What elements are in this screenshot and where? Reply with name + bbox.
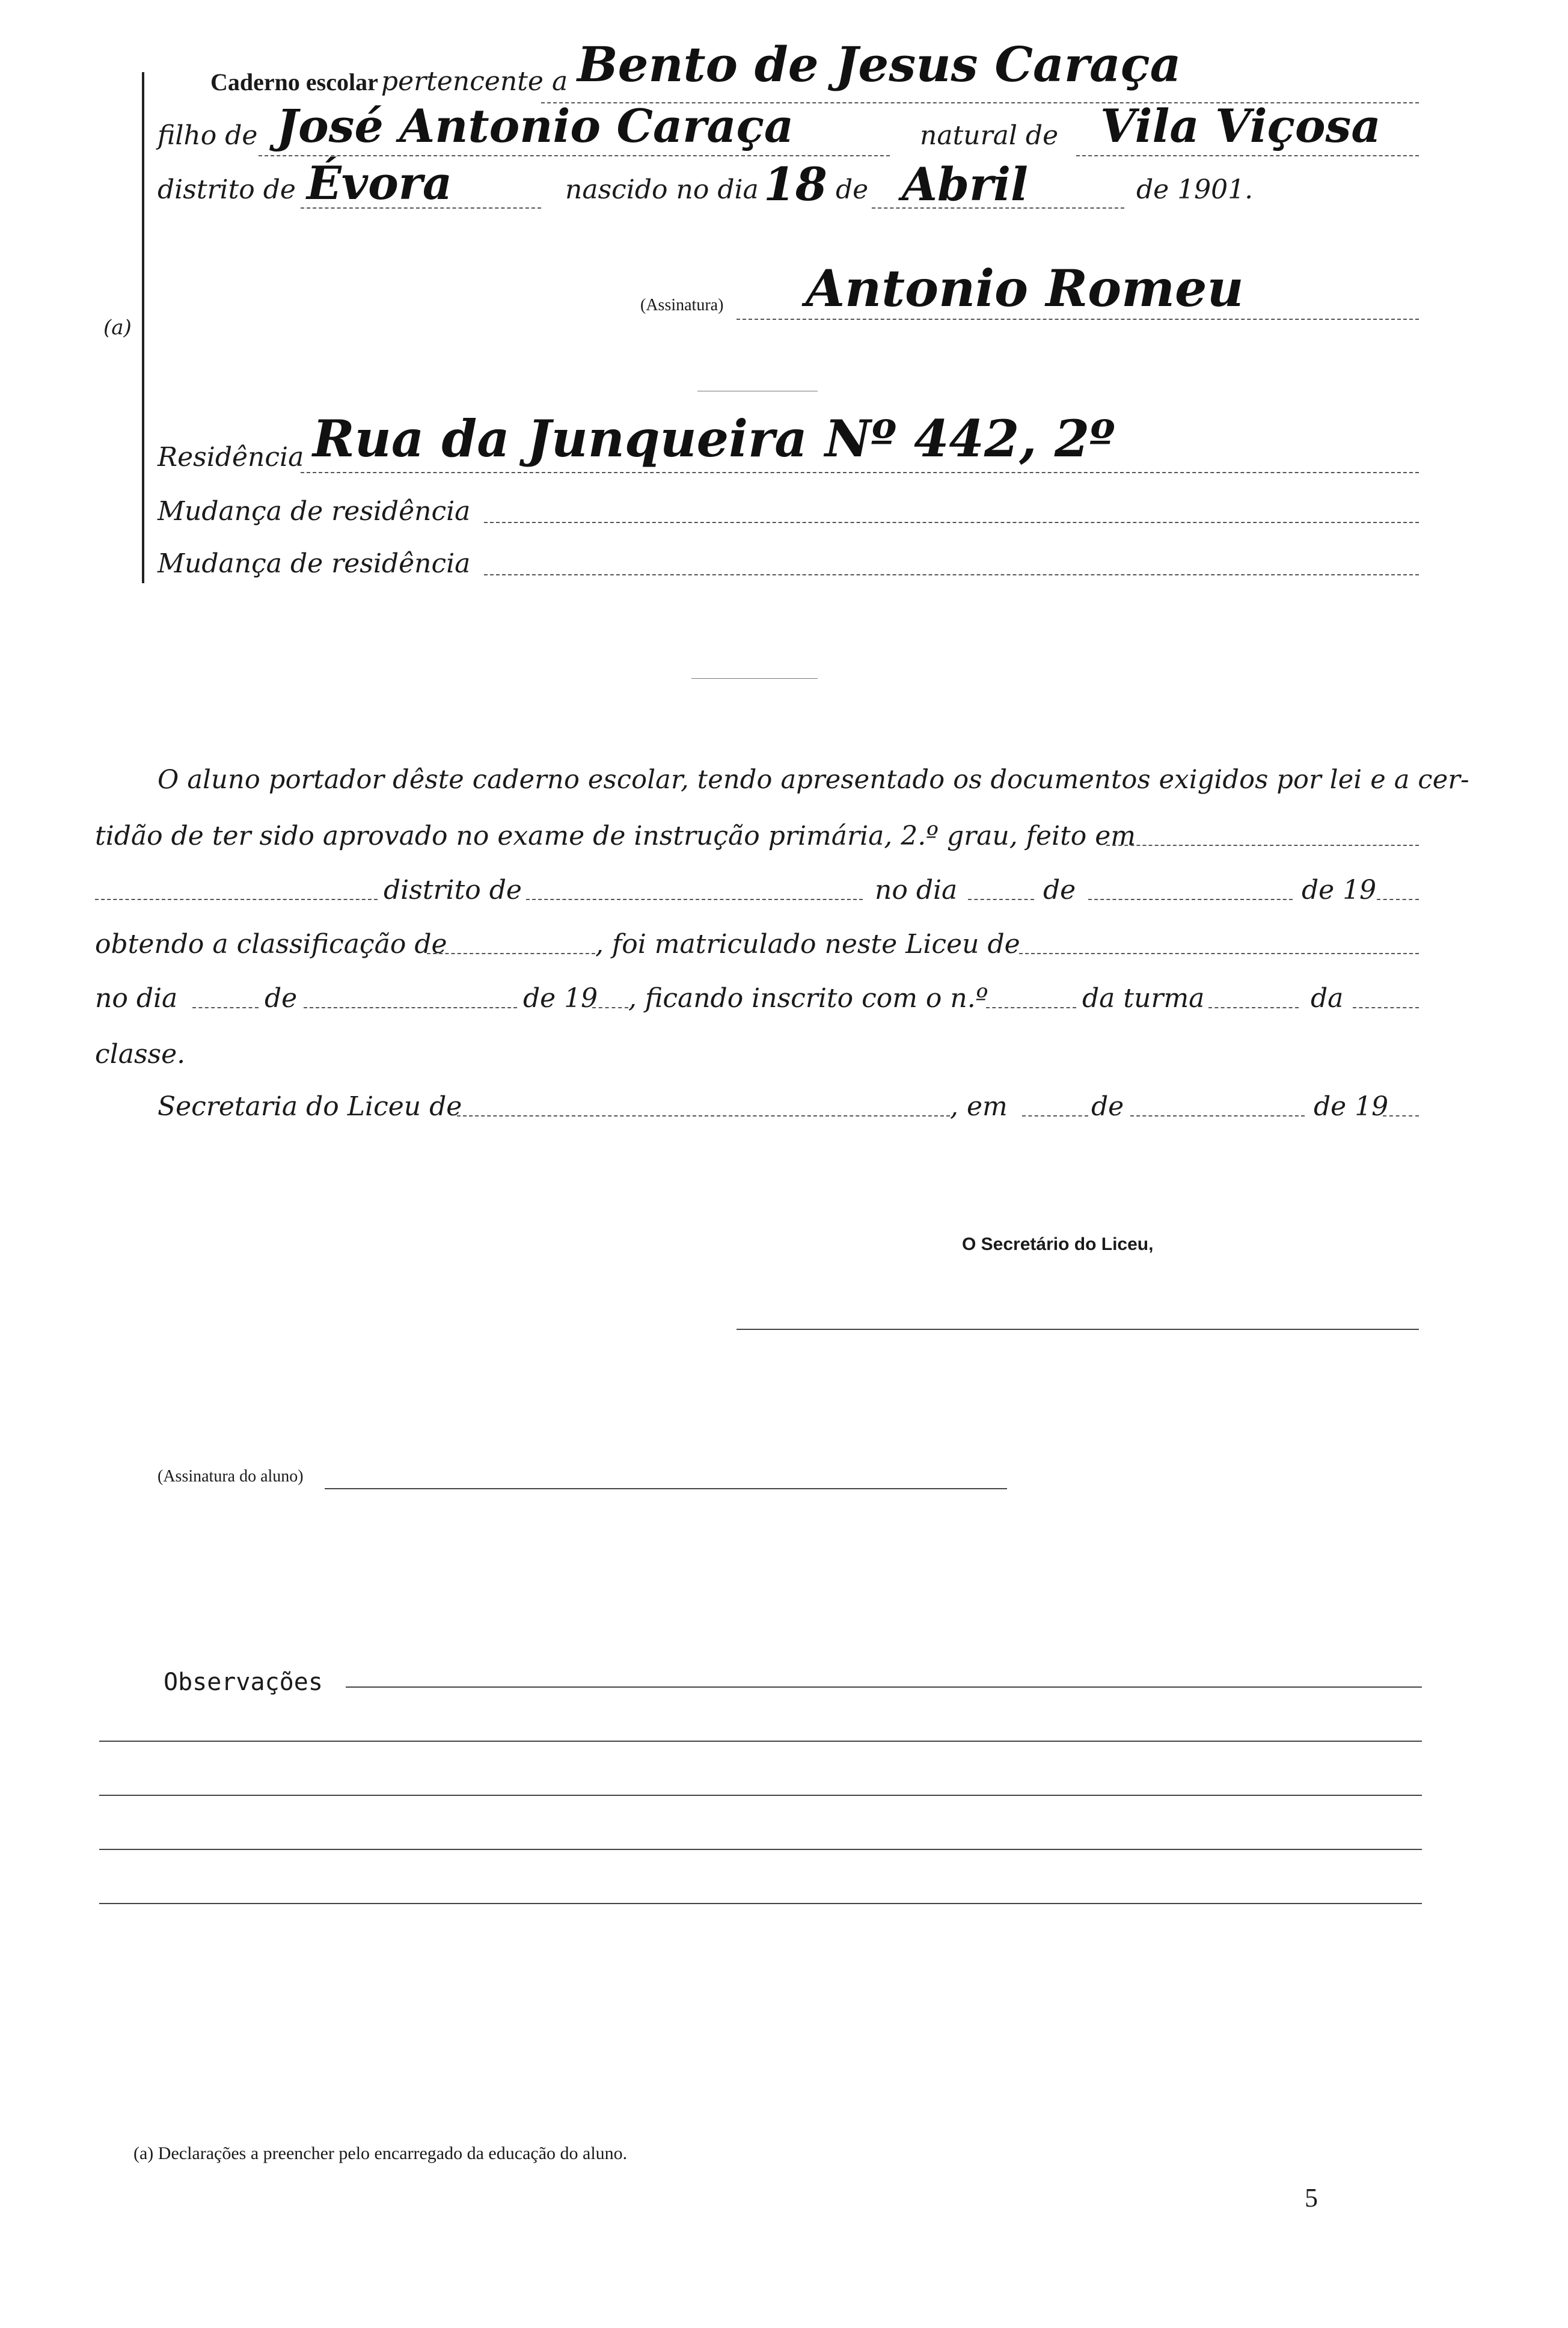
enroll-month-line	[304, 1007, 517, 1008]
caderno-line	[210, 66, 568, 97]
page-number: 5	[1305, 2183, 1318, 2213]
footnote: (a) Declarações a preencher pelo encarregado da educação do aluno.	[133, 2143, 628, 2163]
student-signature-line	[325, 1488, 1007, 1489]
exam-year-line	[1377, 899, 1419, 900]
birth-year: de 1901.	[1136, 174, 1254, 205]
observations-line-1	[346, 1686, 1422, 1688]
observations-line-2	[99, 1741, 1422, 1742]
father-name: José Antonio Caraça	[277, 99, 794, 153]
enroll-year-line	[592, 1007, 628, 1008]
enroll-day-line	[192, 1007, 259, 1008]
body-de19: de 19	[1302, 875, 1377, 905]
caderno-label: Caderno escolar	[210, 69, 378, 96]
observations-line-5	[99, 1903, 1422, 1904]
filho-label: filho de	[158, 120, 258, 151]
signature-label: (Assinatura)	[640, 296, 724, 314]
signature-value: Antonio Romeu	[806, 259, 1244, 318]
birth-day: 18	[764, 158, 827, 211]
body-line-1: O aluno portador dêste caderno escolar, tendo apresentado os documentos exigidos por lei e a cer-	[158, 765, 1469, 795]
body-de: de	[1043, 875, 1076, 905]
birthplace-line	[1076, 155, 1419, 156]
body-line5-turma: da turma	[1082, 983, 1205, 1014]
body-line5-de19: de 19	[523, 983, 598, 1014]
secretaria-liceu-line	[457, 1115, 950, 1117]
body-nodia: no dia	[875, 875, 958, 905]
birth-de-label: de	[836, 174, 869, 205]
secretaria-year-line	[1383, 1115, 1419, 1117]
residence-value: Rua da Junqueira Nº 442, 2º	[313, 409, 1115, 468]
residence-change-2-label: Mudança de residência	[158, 548, 471, 579]
body-line7-de19: de 19	[1314, 1091, 1389, 1122]
birth-month: Abril	[902, 158, 1028, 211]
district: Évora	[307, 156, 453, 210]
liceu-line	[1019, 953, 1419, 954]
body-em: , em	[950, 1091, 1008, 1122]
body-line5-ficando: , ficando inscrito com o n.º	[628, 983, 988, 1014]
body-line-2: tidão de ter sido aprovado no exame de instrução primária, 2.º grau, feito em	[95, 821, 1136, 851]
body-secretaria: Secretaria do Liceu de	[158, 1091, 462, 1122]
residence-label: Residência	[158, 442, 304, 473]
observations-line-4	[99, 1849, 1422, 1850]
natural-label: natural de	[920, 120, 1059, 151]
pertencente-label: pertencente a	[381, 66, 568, 97]
exam-place-line	[1106, 845, 1419, 846]
observations-label: Observações	[164, 1668, 323, 1696]
exam-month-line	[1088, 899, 1293, 900]
classification-line	[427, 953, 595, 954]
secretaria-day-line	[1022, 1115, 1088, 1117]
body-line5-nodia: no dia	[95, 983, 178, 1014]
margin-bracket	[142, 72, 144, 583]
student-signature-label: (Assinatura do aluno)	[158, 1467, 304, 1486]
secretaria-month-line	[1130, 1115, 1305, 1117]
body-obtendo: obtendo a classificação de	[95, 929, 447, 960]
secretary-signature-line	[737, 1329, 1419, 1330]
signature-line	[737, 319, 1419, 320]
section-divider	[691, 678, 818, 679]
student-name: Bento de Jesus Caraça	[577, 36, 1181, 93]
enroll-number-line	[986, 1007, 1076, 1008]
exam-district-line	[526, 899, 863, 900]
residence-change-1-label: Mudança de residência	[158, 496, 471, 527]
exam-day-line	[968, 899, 1034, 900]
secretary-label: O Secretário do Liceu,	[962, 1234, 1154, 1254]
residence-change-1-line	[484, 522, 1419, 523]
body-matriculado: , foi matriculado neste Liceu de	[595, 929, 1020, 960]
margin-note: (a)	[103, 316, 132, 340]
body-line5-da: da	[1311, 983, 1344, 1014]
body-line5-de: de	[265, 983, 298, 1014]
distrito-label: distrito de	[158, 174, 296, 205]
class-line	[1353, 1007, 1419, 1008]
residence-line	[301, 472, 1419, 473]
nascido-label: nascido no dia	[565, 174, 759, 205]
body-classe: classe.	[95, 1039, 186, 1070]
turma-line	[1208, 1007, 1299, 1008]
exam-place-line-2	[95, 899, 378, 900]
residence-change-2-line	[484, 574, 1419, 575]
birthplace: Vila Viçosa	[1100, 99, 1381, 153]
observations-line-3	[99, 1795, 1422, 1796]
body-line7-de: de	[1091, 1091, 1124, 1122]
body-distrito: distrito de	[384, 875, 522, 905]
